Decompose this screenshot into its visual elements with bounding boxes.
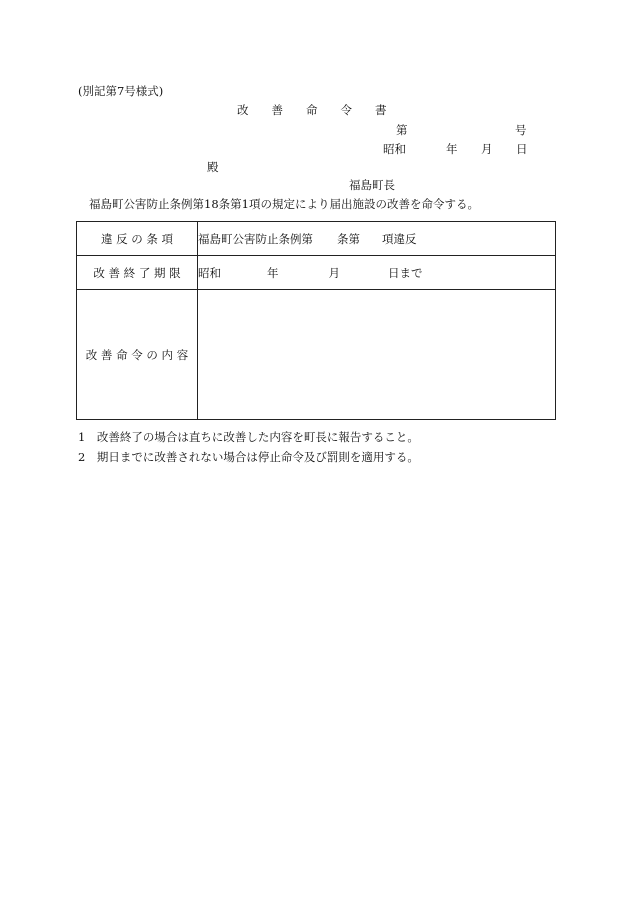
body-text: 福島町公害防止条例第18条第1項の規定により届出施設の改善を命令する。: [89, 197, 479, 211]
deadline-day: 日まで: [388, 265, 423, 280]
deadline-era: 昭和: [198, 265, 221, 280]
deadline-value: [198, 256, 556, 290]
deadline-year: 年: [267, 265, 279, 280]
order-content-value: [198, 290, 556, 420]
form-number: (別記第7号様式): [78, 84, 164, 98]
document-title: 改 善 命 令 書: [237, 103, 387, 117]
table-row: [77, 290, 556, 420]
ordinance-name: 福島町公害防止条例第: [198, 231, 313, 246]
date-month: 月: [481, 142, 493, 156]
table-row: [77, 222, 556, 256]
deadline-label: 改 善 終 了 期 限: [77, 256, 198, 290]
date-era: 昭和: [383, 142, 406, 156]
note-2: 2 期日までに改善されない場合は停止命令及び罰則を適用する。: [78, 450, 419, 464]
deadline-month: 月: [328, 265, 340, 280]
violation-article-label: 違 反 の 条 項: [77, 222, 198, 256]
paragraph-suffix: 項違反: [382, 231, 417, 246]
issuer: 福島町長: [349, 178, 395, 192]
doc-number-suffix: 号: [515, 123, 527, 137]
doc-number-prefix: 第: [396, 123, 408, 137]
violation-article-value: [198, 222, 556, 256]
order-table: [76, 221, 556, 420]
date-day: 日: [516, 142, 528, 156]
article-suffix: 条第: [337, 231, 360, 246]
table-row: [77, 256, 556, 290]
date-year: 年: [446, 142, 458, 156]
addressee-suffix: 殿: [207, 160, 219, 174]
order-content-label: 改 善 命 令 の 内 容: [77, 290, 198, 420]
note-1: 1 改善終了の場合は直ちに改善した内容を町長に報告すること。: [78, 430, 419, 444]
